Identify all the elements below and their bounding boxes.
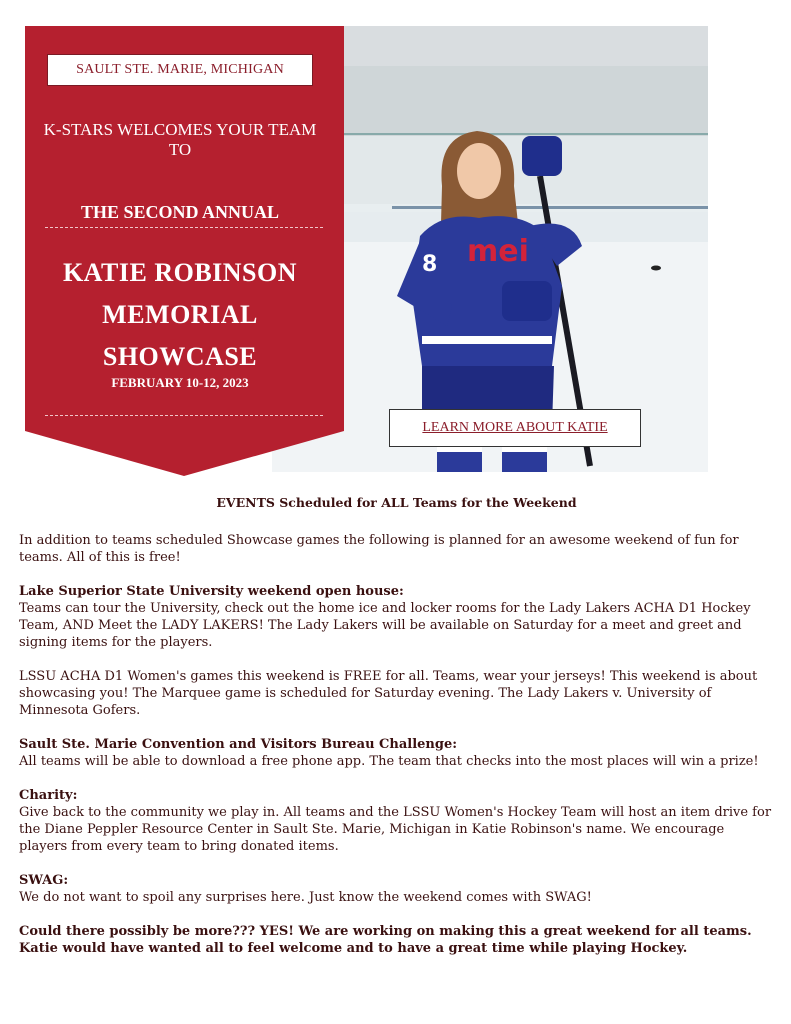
lssu-title: Lake Superior State University weekend open house:: [19, 584, 404, 599]
event-date: FEBRUARY 10-12, 2023: [111, 375, 249, 390]
intro-paragraph: In addition to teams scheduled Showcase games the following is planned for an awesome weekend of fun for teams. All of this is free!: [19, 533, 739, 565]
location-label: SAULT STE. MARIE, MICHIGAN: [47, 54, 313, 86]
charity-section: [19, 787, 774, 855]
divider-top: [45, 227, 323, 228]
games-paragraph: LSSU ACHA D1 Women's games this weekend is FREE for all. Teams, wear your jerseys! This weekend is about showcasing you! The Marquee game is scheduled for Saturday evening. The Lady Lakers v. University of Minnesota Gofers.: [19, 669, 758, 718]
welcome-line-1: K-STARS WELCOMES YOUR TEAM: [43, 120, 317, 139]
charity-text: Give back to the community we play in. All teams and the LSSU Women's Hockey Team will host an item drive for the Diane Peppler Resource Center in Sault Ste. Marie, Michigan in Katie Robinson's name. We encourage players from every team to bring donated items.: [19, 805, 772, 854]
swag-section: [19, 872, 774, 906]
jersey-number: 8: [422, 252, 438, 277]
cvb-section: [19, 736, 774, 770]
cvb-title: Sault Ste. Marie Convention and Visitors Bureau Challenge:: [19, 737, 458, 752]
closing-paragraph: Could there possibly be more??? YES! We are working on making this a great weekend for all teams. Katie would have wanted all to feel welcome and to have a great time while playing Hockey.: [19, 924, 752, 956]
title-line-1: KATIE ROBINSON: [62, 258, 298, 287]
swag-title: SWAG:: [19, 873, 69, 888]
event-banner: [25, 26, 344, 476]
welcome-text: [25, 120, 335, 160]
event-title: [25, 252, 335, 378]
divider-bottom: [45, 415, 323, 416]
events-heading: EVENTS Scheduled for ALL Teams for the Weekend: [216, 495, 577, 510]
events-content: [19, 494, 774, 974]
cvb-text: All teams will be able to download a free phone app. The team that checks into the most places will win a prize!: [19, 754, 759, 769]
lssu-text: Teams can tour the University, check out the home ice and locker rooms for the Lady Lakers ACHA D1 Hockey Team, AND Meet the LADY LAKERS! The Lady Lakers will be available on Saturday for a meet and greet and signing items for the players.: [19, 601, 751, 650]
welcome-line-2: TO: [168, 140, 192, 159]
lssu-section: [19, 583, 774, 651]
banner-shape: [25, 26, 344, 476]
charity-title: Charity:: [19, 788, 78, 803]
title-line-3: SHOWCASE: [102, 342, 258, 371]
learn-more-button[interactable]: LEARN MORE ABOUT KATIE: [389, 409, 641, 447]
swag-text: We do not want to spoil any surprises here. Just know the weekend comes with SWAG!: [19, 890, 592, 905]
title-line-2: MEMORIAL: [102, 300, 258, 329]
svg-text:mei: mei: [467, 234, 529, 269]
second-annual-label: THE SECOND ANNUAL: [80, 202, 280, 222]
